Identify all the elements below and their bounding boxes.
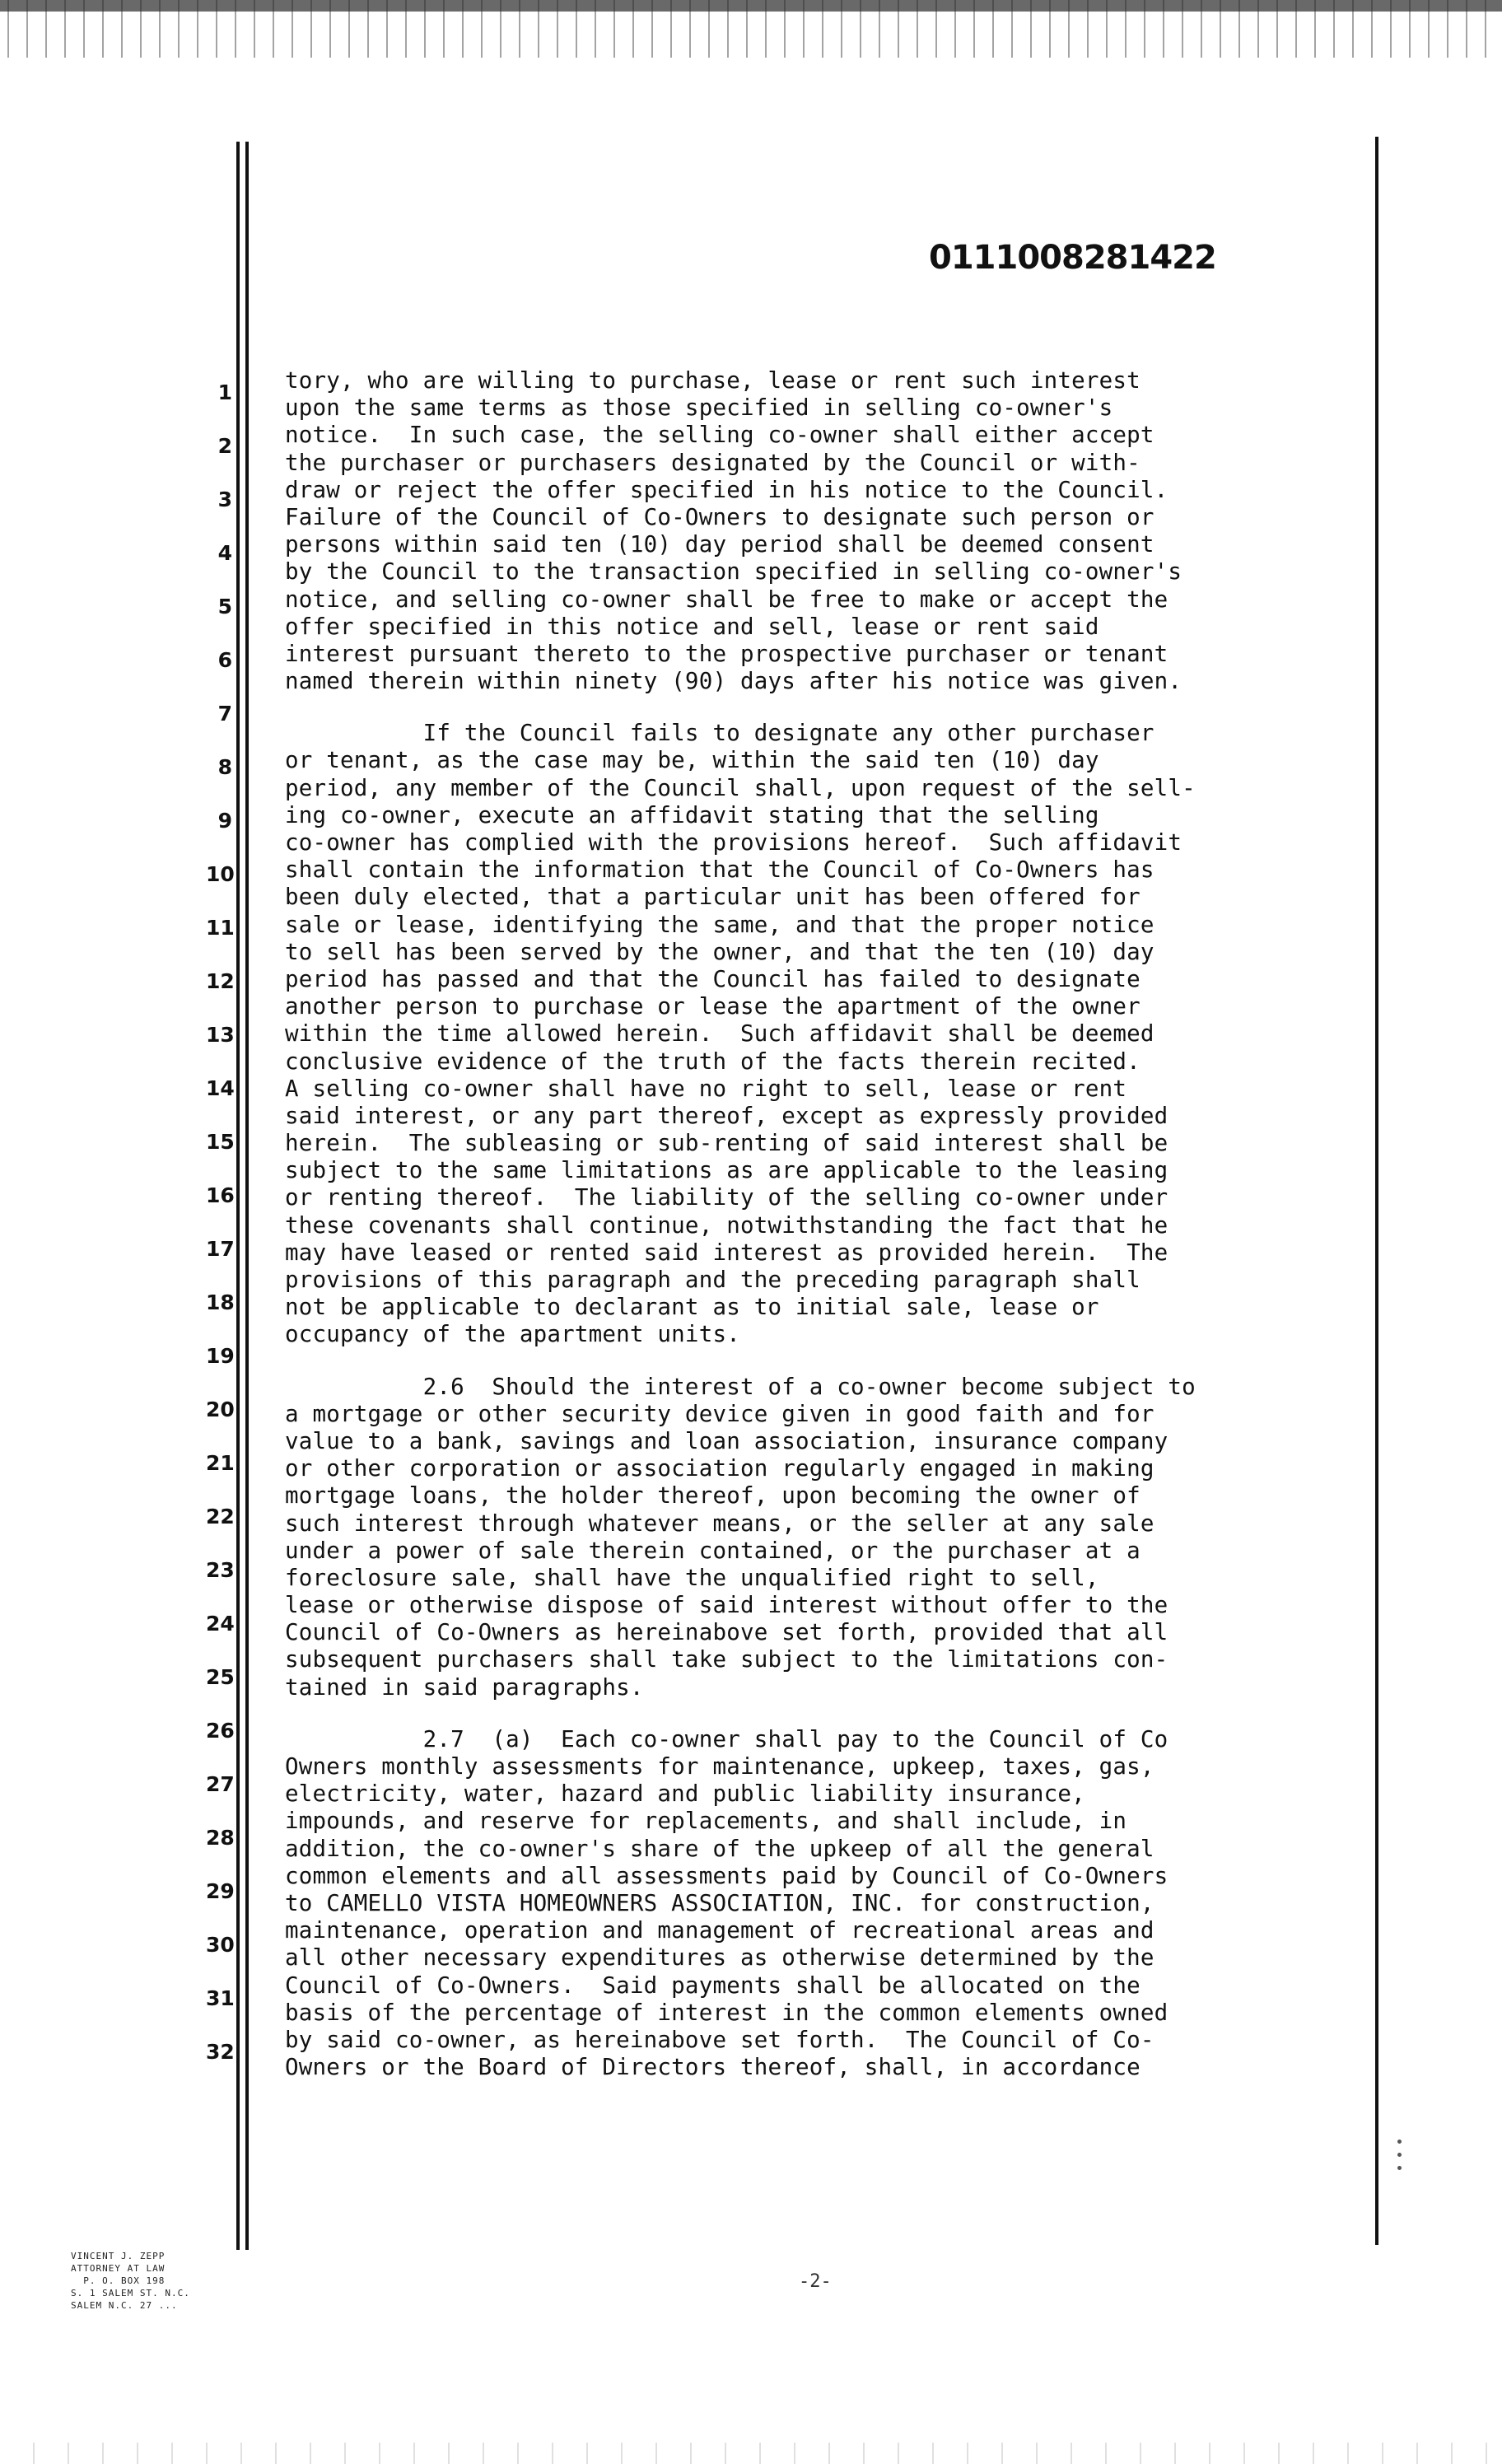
text-line: or tenant, as the case may be, within the said ten (10) day bbox=[285, 747, 1099, 774]
line-number: 19 bbox=[206, 1344, 235, 1368]
text-line: Council of Co-Owners as hereinabove set forth, provided that all bbox=[285, 1619, 1168, 1646]
text-line: within the time allowed herein. Such affidavit shall be deemed bbox=[285, 1020, 1154, 1048]
scan-bottom-edge bbox=[0, 2443, 1502, 2464]
text-line: foreclosure sale, shall have the unqualified right to sell, bbox=[285, 1564, 1099, 1591]
line-number: 25 bbox=[206, 1665, 235, 1689]
text-line: conclusive evidence of the truth of the facts therein recited. bbox=[285, 1048, 1140, 1075]
page-number: -2- bbox=[799, 2271, 832, 2292]
line-number-column bbox=[206, 380, 235, 2093]
text-line bbox=[285, 1349, 1372, 1374]
right-margin-rule bbox=[1375, 137, 1378, 2245]
text-line: all other necessary expenditures as otherwise determined by the bbox=[285, 1944, 1154, 1972]
footer-line: VINCENT J. ZEPP bbox=[71, 2251, 166, 2261]
text-line: may have leased or rented said interest as provided herein. The bbox=[285, 1239, 1168, 1266]
text-line: Owners or the Board of Directors thereof, shall, in accordance bbox=[285, 2054, 1140, 2081]
text-line: these covenants shall continue, notwithstanding the fact that he bbox=[285, 1211, 1168, 1239]
document-stamp-number: 0111008281422 bbox=[929, 239, 1216, 277]
line-number: 5 bbox=[217, 595, 232, 618]
text-line: 2.6 Should the interest of a co-owner become subject to bbox=[285, 1373, 1196, 1400]
line-number: 22 bbox=[206, 1505, 235, 1528]
text-line: maintenance, operation and management of recreational areas and bbox=[285, 1917, 1154, 1944]
text-line: notice, and selling co-owner shall be free to make or accept the bbox=[285, 586, 1168, 613]
text-line: offer specified in this notice and sell, lease or rent said bbox=[285, 613, 1099, 640]
text-line: Owners monthly assessments for maintenance, upkeep, taxes, gas, bbox=[285, 1753, 1154, 1780]
text-line: Failure of the Council of Co-Owners to designate such person or bbox=[285, 503, 1154, 530]
text-line: or renting thereof. The liability of the selling co-owner under bbox=[285, 1184, 1168, 1211]
line-number: 17 bbox=[206, 1237, 235, 1261]
line-number: 11 bbox=[206, 916, 235, 940]
line-number: 26 bbox=[206, 1719, 235, 1743]
text-line: Council of Co-Owners. Said payments shall be allocated on the bbox=[285, 1972, 1140, 1999]
left-margin-rule-outer bbox=[236, 142, 240, 2250]
line-number: 18 bbox=[206, 1290, 235, 1314]
attorney-footer bbox=[71, 2250, 277, 2312]
margin-mark bbox=[1397, 2153, 1402, 2157]
text-line: A selling co-owner shall have no right to sell, lease or rent bbox=[285, 1075, 1127, 1102]
footer-line: SALEM N.C. 27 ... bbox=[71, 2300, 178, 2311]
line-number: 14 bbox=[206, 1076, 235, 1100]
text-line: value to a bank, savings and loan association, insurance company bbox=[285, 1427, 1168, 1454]
text-line: electricity, water, hazard and public liability insurance, bbox=[285, 1780, 1085, 1808]
margin-mark bbox=[1397, 2140, 1402, 2144]
text-line: the purchaser or purchasers designated by the Council or with- bbox=[285, 449, 1140, 476]
line-number: 24 bbox=[206, 1612, 235, 1636]
line-number: 15 bbox=[206, 1130, 235, 1154]
text-line: ing co-owner, execute an affidavit stating that the selling bbox=[285, 801, 1099, 828]
text-line: addition, the co-owner's share of the upkeep of all the general bbox=[285, 1835, 1154, 1862]
text-line: occupancy of the apartment units. bbox=[285, 1321, 740, 1348]
line-number: 27 bbox=[206, 1772, 235, 1796]
footer-line: S. 1 SALEM ST. N.C. bbox=[71, 2288, 190, 2298]
text-line: period has passed and that the Council has failed to designate bbox=[285, 965, 1140, 992]
left-margin-rule-inner bbox=[245, 142, 249, 2250]
text-line: mortgage loans, the holder thereof, upon becoming the owner of bbox=[285, 1482, 1140, 1510]
line-number: 13 bbox=[206, 1023, 235, 1047]
line-number: 12 bbox=[206, 969, 235, 993]
text-line: to CAMELLO VISTA HOMEOWNERS ASSOCIATION, INC. for construction, bbox=[285, 1889, 1154, 1916]
text-line: by the Council to the transaction specified in selling co-owner's bbox=[285, 558, 1182, 586]
line-number: 28 bbox=[206, 1826, 235, 1850]
line-number: 32 bbox=[206, 2040, 235, 2064]
text-line: tained in said paragraphs. bbox=[285, 1673, 644, 1701]
text-line: a mortgage or other security device given in good faith and for bbox=[285, 1400, 1154, 1427]
line-number: 30 bbox=[206, 1933, 235, 1957]
line-number: 23 bbox=[206, 1558, 235, 1582]
document-body bbox=[285, 367, 1372, 2081]
text-line: period, any member of the Council shall, upon request of the sell- bbox=[285, 774, 1196, 801]
text-line: by said co-owner, as hereinabove set forth. The Council of Co- bbox=[285, 2026, 1154, 2053]
text-line: shall contain the information that the Council of Co-Owners has bbox=[285, 856, 1154, 884]
text-line: interest pursuant thereto to the prospective purchaser or tenant bbox=[285, 640, 1168, 667]
text-line: not be applicable to declarant as to initial sale, lease or bbox=[285, 1294, 1099, 1321]
line-number: 3 bbox=[217, 488, 232, 511]
text-line: such interest through whatever means, or the seller at any sale bbox=[285, 1510, 1154, 1537]
text-line: said interest, or any part thereof, except as expressly provided bbox=[285, 1102, 1168, 1129]
text-line: another person to purchase or lease the apartment of the owner bbox=[285, 993, 1140, 1020]
line-number: 20 bbox=[206, 1398, 235, 1421]
text-line: 2.7 (a) Each co-owner shall pay to the Council of Co bbox=[285, 1725, 1168, 1752]
line-number: 10 bbox=[206, 862, 235, 886]
text-line: been duly elected, that a particular unit has been offered for bbox=[285, 884, 1140, 911]
text-line: subsequent purchasers shall take subject to the limitations con- bbox=[285, 1646, 1168, 1673]
text-line: notice. In such case, the selling co-owner shall either accept bbox=[285, 422, 1154, 449]
margin-mark bbox=[1397, 2166, 1402, 2170]
line-number: 2 bbox=[217, 434, 232, 458]
text-line: provisions of this paragraph and the preceding paragraph shall bbox=[285, 1267, 1140, 1293]
text-line: basis of the percentage of interest in the common elements owned bbox=[285, 1999, 1168, 2026]
line-number: 21 bbox=[206, 1451, 235, 1475]
line-number: 29 bbox=[206, 1879, 235, 1903]
line-number: 1 bbox=[217, 380, 232, 404]
line-number: 8 bbox=[217, 755, 232, 779]
text-line: common elements and all assessments paid by Council of Co-Owners bbox=[285, 1862, 1168, 1889]
line-number: 4 bbox=[217, 541, 232, 565]
text-line: under a power of sale therein contained, or the purchaser at a bbox=[285, 1537, 1140, 1564]
line-number: 31 bbox=[206, 1986, 235, 2010]
text-line bbox=[285, 1701, 1372, 1726]
line-number: 16 bbox=[206, 1183, 235, 1207]
text-line bbox=[285, 695, 1372, 720]
text-line: subject to the same limitations as are applicable to the leasing bbox=[285, 1157, 1168, 1184]
text-line: herein. The subleasing or sub-renting of said interest shall be bbox=[285, 1130, 1168, 1157]
text-line: or other corporation or association regularly engaged in making bbox=[285, 1455, 1154, 1482]
footer-line: ATTORNEY AT LAW bbox=[71, 2263, 166, 2274]
text-line: persons within said ten (10) day period shall be deemed consent bbox=[285, 531, 1154, 558]
text-line: If the Council fails to designate any other purchaser bbox=[285, 720, 1154, 747]
text-line: co-owner has complied with the provisions hereof. Such affidavit bbox=[285, 829, 1182, 856]
text-line: upon the same terms as those specified in selling co-owner's bbox=[285, 394, 1113, 422]
text-line: lease or otherwise dispose of said interest without offer to the bbox=[285, 1592, 1168, 1619]
text-line: sale or lease, identifying the same, and that the proper notice bbox=[285, 911, 1154, 938]
line-number: 6 bbox=[217, 648, 232, 672]
line-number: 9 bbox=[217, 809, 232, 833]
scan-top-band bbox=[0, 0, 1502, 12]
text-line: impounds, and reserve for replacements, and shall include, in bbox=[285, 1808, 1127, 1835]
text-line: tory, who are willing to purchase, lease or rent such interest bbox=[285, 367, 1140, 394]
text-line: draw or reject the offer specified in his notice to the Council. bbox=[285, 476, 1168, 503]
line-number: 7 bbox=[217, 702, 232, 726]
footer-line: P. O. BOX 198 bbox=[71, 2275, 166, 2286]
text-line: named therein within ninety (90) days after his notice was given. bbox=[285, 668, 1182, 695]
text-line: to sell has been served by the owner, and that the ten (10) day bbox=[285, 938, 1154, 965]
